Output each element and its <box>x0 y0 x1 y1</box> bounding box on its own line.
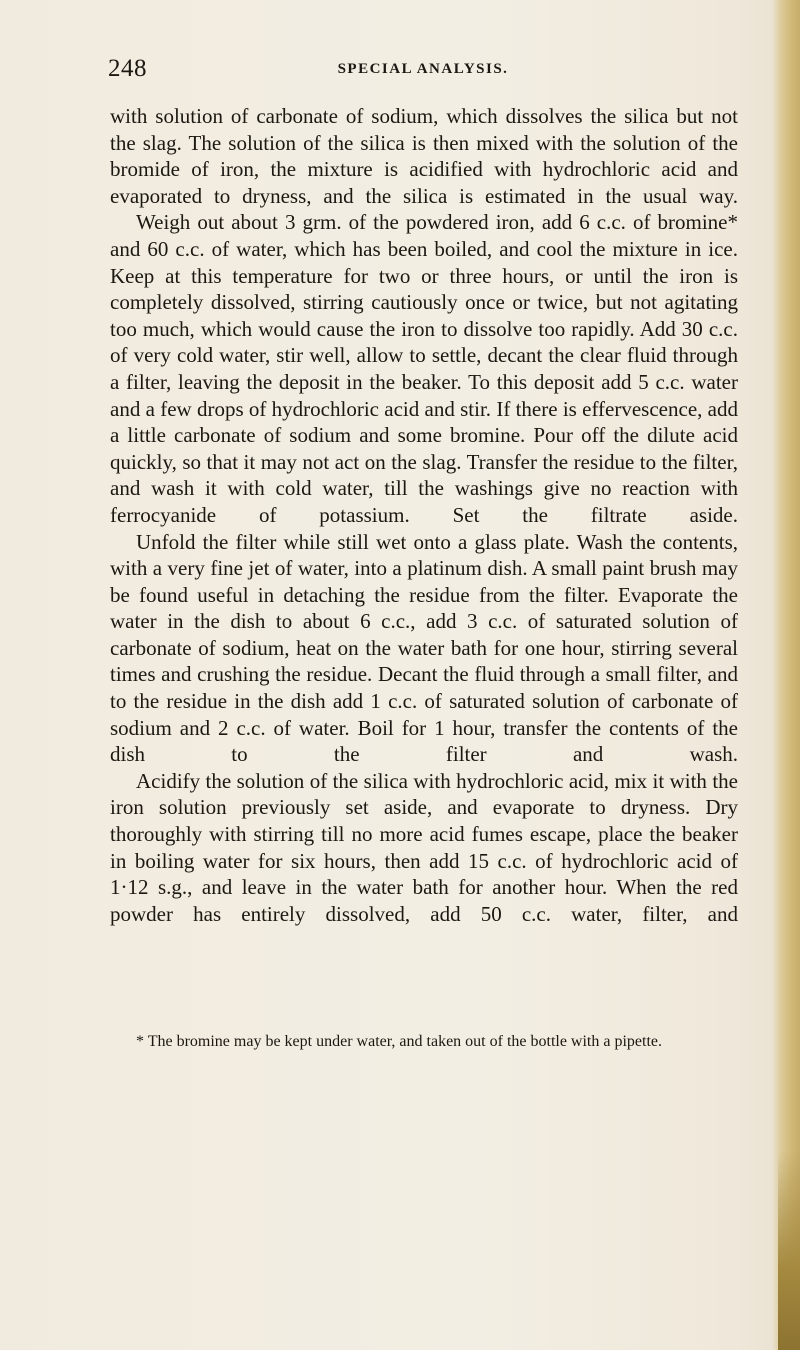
footnote <box>110 1032 738 1051</box>
body-text <box>110 103 738 927</box>
paragraph-4: Acidify the solution of the silica with hydrochloric acid, mix it with the iron solution previously set aside, and evaporate to dryness. Dry thoroughly with stirring till no more acid fumes escape, place the beaker in boiling water for six hours, then add 15 c.c. of hydrochloric acid of 1·12 s.g., and leave in the water bath for another hour. When the red powder has entirely dissolved, add 50 c.c. water, filter, and <box>110 768 738 926</box>
paragraph-2: Weigh out about 3 grm. of the powdered iron, add 6 c.c. of bromine* and 60 c.c. of water, which has been boiled, and cool the mixture in ice. Keep at this temperature for two or three hours, or until the iron is completely dissolved, stirring cautiously once or twice, but not agitating too much, which would cause the iron to dissolve too rapidly. Add 30 c.c. of very cold water, stir well, allow to settle, decant the clear fluid through a filter, leaving the deposit in the beaker. To this deposit add 5 c.c. water and a few drops of hydrochloric acid and stir. If there is effervescence, add a little carbonate of sodium and some bromine. Pour off the dilute acid quickly, so that it may not act on the slag. Transfer the residue to the filter, and wash it with cold water, till the washings give no reaction with ferrocyanide of potassium. Set the filtrate aside. <box>110 210 738 527</box>
page-edge-shadow <box>778 1150 800 1350</box>
page-number: 248 <box>108 55 147 82</box>
paragraph-3: Unfold the filter while still wet onto a glass plate. Wash the contents, with a very fine jet of water, into a platinum dish. A small paint brush may be found useful in detaching the residue from the filter. Evaporate the water in the dish to about 6 c.c., add 3 c.c. of saturated solution of carbonate of sodium, heat on the water bath for one hour, stirring several times and crushing the residue. Decant the fluid through a small filter, and to the residue in the dish add 1 c.c. of saturated solution of carbonate of sodium and 2 c.c. of water. Boil for 1 hour, transfer the contents of the dish to the filter and wash. <box>110 529 738 767</box>
page-header <box>108 55 738 85</box>
page-edge <box>772 0 800 1350</box>
paragraph-1: with solution of carbonate of sodium, which dissolves the silica but not the slag. The solution of the silica is then mixed with the solution of the bromide of iron, the mixture is acidified with hydrochloric acid and evaporated to dryness, and the silica is estimated in the usual way. <box>110 104 738 208</box>
running-head: SPECIAL ANALYSIS. <box>337 61 509 77</box>
footnote-text: * The bromine may be kept under water, and taken out of the bottle with a pipette. <box>136 1033 663 1050</box>
